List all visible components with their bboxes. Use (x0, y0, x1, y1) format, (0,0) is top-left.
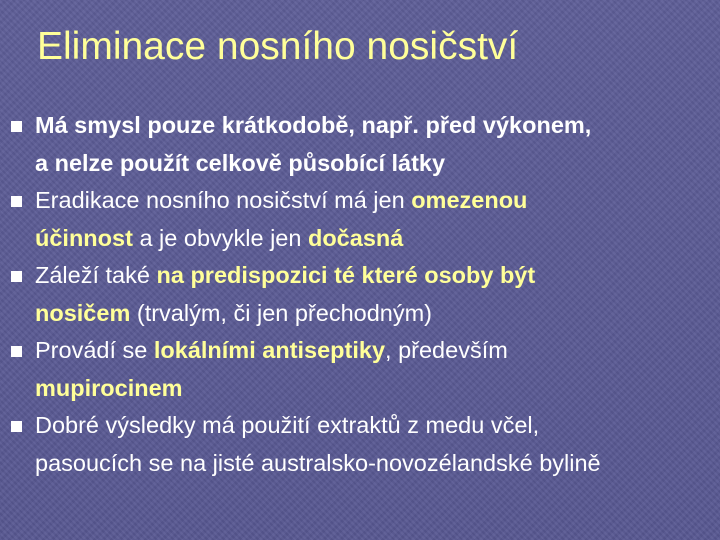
square-bullet-icon (11, 421, 22, 432)
bullet-line (35, 295, 720, 333)
bullet-line (35, 257, 720, 295)
bullet-line (35, 182, 720, 220)
bullet-list (0, 107, 720, 482)
bullet-item (0, 182, 720, 257)
highlighted-text: účinnost (35, 224, 133, 251)
bullet-item (0, 332, 720, 407)
bullet-item (0, 407, 720, 482)
square-bullet-icon (11, 271, 22, 282)
square-bullet-icon (11, 346, 22, 357)
bullet-text: a nelze použít celkově působící látky (35, 149, 446, 176)
bullet-text: (trvalým, či jen přechodným) (130, 299, 433, 326)
bullet-text: Má smysl pouze krátkodobě, např. před výkonem, (35, 112, 592, 138)
bullet-line (35, 332, 720, 370)
bullet-text: a je obvykle jen (132, 224, 308, 251)
bullet-text: Dobré výsledky má použití extraktů z medu včel, (35, 412, 540, 438)
bullet-text: Provádí se (35, 337, 154, 363)
bullet-line (35, 407, 720, 445)
bullet-text: Eradikace nosního nosičství má jen (35, 187, 412, 213)
highlighted-text: lokálními antiseptiky (153, 337, 386, 363)
bullet-item (0, 257, 720, 332)
highlighted-text: na predispozici té které osoby být (156, 262, 536, 288)
bullet-text: Záleží také (35, 262, 157, 288)
square-bullet-icon (11, 196, 22, 207)
highlighted-text: dočasná (307, 224, 404, 251)
bullet-line (35, 107, 720, 145)
bullet-line (35, 220, 720, 258)
bullet-line (35, 445, 720, 483)
bullet-line (35, 145, 720, 183)
highlighted-text: omezenou (411, 187, 528, 213)
highlighted-text: mupirocinem (35, 374, 183, 401)
bullet-item (0, 107, 720, 182)
square-bullet-icon (11, 121, 22, 132)
bullet-line (35, 370, 720, 408)
slide-title: Eliminace nosního nosičství (37, 25, 519, 68)
bullet-text: pasoucích se na jisté australsko-novozélandské bylině (35, 449, 601, 476)
highlighted-text: nosičem (35, 299, 131, 326)
bullet-text: , především (385, 337, 508, 363)
